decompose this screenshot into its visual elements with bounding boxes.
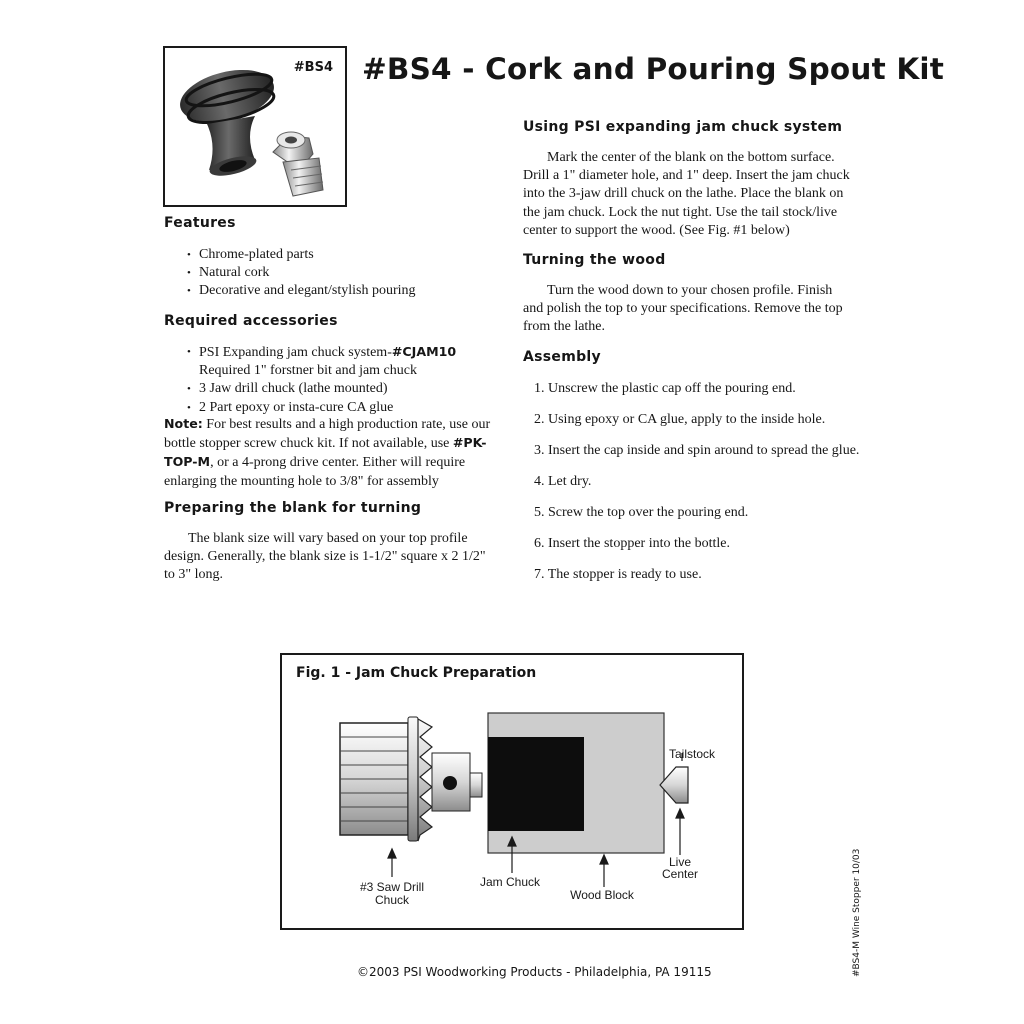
- assembly-step: 4. Let dry.: [534, 474, 592, 489]
- assembly-step: 6. Insert the stopper into the bottle.: [534, 536, 730, 551]
- drill-chuck-shape: [340, 717, 470, 841]
- list-item: • 3 Jaw drill chuck (lathe mounted): [187, 380, 507, 398]
- product-code: #CJAM10: [391, 344, 457, 359]
- list-item: • Chrome-plated parts: [187, 246, 507, 264]
- jam-chuck-insert: [488, 737, 584, 831]
- product-photo-frame: [163, 46, 347, 207]
- assembly-step: 7. The stopper is ready to use.: [534, 567, 702, 582]
- label-saw-drill: #3 Saw Drill: [359, 880, 425, 894]
- assembly-steps: [534, 380, 864, 597]
- preparing-text: The blank size will vary based on your top profile design. Generally, the blank size is 1-1/2" square x 2 1/2" to 3" long.: [164, 531, 486, 583]
- assembly-step: 5. Screw the top over the pouring end.: [534, 505, 749, 520]
- note-paragraph: Note: For best results and a high production rate, use our bottle stopper screw chuck kit. If not available, use #PK-TOP-M, or a 4-prong drive center. Either will require enlarging the mounting hole to 3/8" for assembly: [164, 416, 491, 489]
- assembly-heading: Assembly: [523, 349, 601, 365]
- product-code: #PK-TOP-M: [164, 435, 487, 470]
- list-item: • Natural cork: [187, 264, 507, 282]
- features-heading: Features: [164, 215, 236, 231]
- product-image: [171, 66, 343, 206]
- page-title: #BS4 - Cork and Pouring Spout Kit: [362, 52, 945, 86]
- label-jam-chuck: Jam Chuck: [479, 875, 541, 889]
- features-list: [187, 246, 507, 301]
- product-tag: #BS4: [293, 60, 333, 75]
- note-label: Note:: [164, 416, 203, 431]
- accessories-list: [187, 343, 507, 417]
- label-chuck: Chuck: [374, 893, 410, 907]
- list-item: • PSI Expanding jam chuck system-#CJAM10: [187, 343, 507, 362]
- label-live: Live: [668, 855, 692, 869]
- turning-text: Turn the wood down to your chosen profile. Finish and polish the top to your specifications. Remove the top from the lathe.: [523, 283, 843, 335]
- jam-chuck-diagram: [282, 655, 742, 928]
- jam-chuck-text: Mark the center of the blank on the bottom surface. Drill a 1" diameter hole, and 1" deep. Insert the jam chuck into the 3-jaw drill chuck on the lathe. Place the blank on the jam chuck. Lock the nut tight. Use the tail stock/live center to support the wood. (See Fig. #1 below): [523, 150, 850, 238]
- label-center: Center: [661, 867, 699, 881]
- footer-copyright: ©2003 PSI Woodworking Products - Philadelphia, PA 19115: [357, 965, 712, 979]
- assembly-step: 3. Insert the cap inside and spin around to spread the glue.: [534, 443, 860, 458]
- jam-chuck-heading: Using PSI expanding jam chuck system: [523, 119, 843, 135]
- side-note: #BS4-M Wine Stopper 10/03: [852, 848, 862, 977]
- turning-heading: Turning the wood: [523, 252, 666, 268]
- figure-title: Fig. 1 - Jam Chuck Preparation: [296, 665, 537, 681]
- preparing-heading: Preparing the blank for turning: [164, 500, 422, 516]
- label-wood-block: Wood Block: [570, 888, 634, 902]
- list-item: • Decorative and elegant/stylish pouring: [187, 282, 507, 300]
- assembly-step: 1. Unscrew the plastic cap off the pouring end.: [534, 381, 796, 396]
- jam-chuck-shaft: [470, 773, 482, 797]
- list-item: • 2 Part epoxy or insta-cure CA glue: [187, 399, 507, 417]
- accessories-heading: Required accessories: [164, 313, 338, 329]
- assembly-step: 2. Using epoxy or CA glue, apply to the inside hole.: [534, 412, 826, 427]
- figure-jam-chuck: [280, 653, 744, 930]
- list-item-detail: Required 1" forstner bit and jam chuck: [199, 363, 417, 379]
- label-tailstock: Tailstock: [668, 747, 716, 761]
